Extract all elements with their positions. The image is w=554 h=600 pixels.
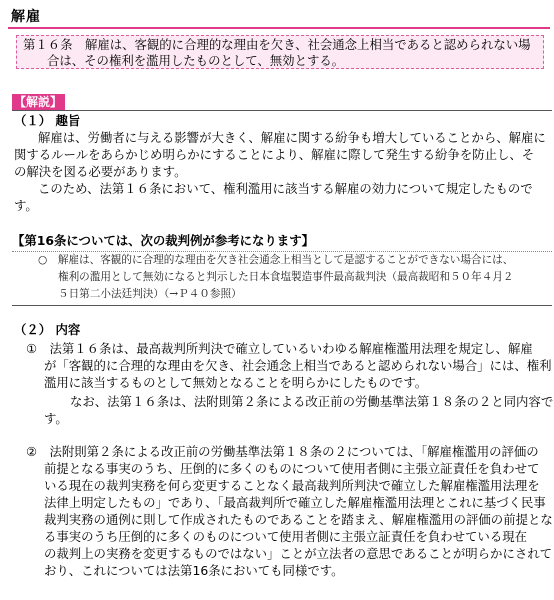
item-line: おり、これについては法第16条においても同様です。 [44,563,344,578]
case-law-heading: 【第16条については、次の裁判例が参考になります】 [12,233,314,248]
item-line: 前提となる事実のうち、圧倒的に多くのものについて使用者側に主張立証責任を負わせて [44,461,540,476]
paragraph-line: の解決を図る必要があります。 [14,164,187,179]
case-law-line: ○ 解雇は、客観的に合理的な理由を欠き社会通念上相当として是認することができない場合には、 [38,254,514,266]
item-line: が「客観的に合理的な理由を欠き、社会通念上相当であると認められない場合」には、権利 [44,358,552,373]
paragraph-line: す。 [14,198,38,213]
item-line: なお、法第１６条は、法附則第２条による改正前の労働基準法第１８条の２と同内容で [70,394,554,409]
article-line: 第１６条 解雇は、客観的に合理的な理由を欠き、社会通念上相当であると認められない場 [23,37,531,52]
section-heading-content: （２） 内容 [14,322,81,337]
item-line: ① 法第１６条は、最高裁判所判決で確立しているいわゆる解雇権濫用法理を規定し、解雇 [26,341,533,356]
item-line: いる現在の裁判実務を何ら変更することなく最高裁判所判決で確立した解雇権濫用法理を [44,478,540,493]
kaisetsu-badge: 【解説】 [12,94,65,110]
item-line: る事実のうち圧倒的に多くのものについて使用者側に主張立証責任を負わせている現在 [44,529,527,544]
paragraph-line: 関するルールをあらかじめ明らかにすることにより、解雇に際して発生する紛争を防止し、そ [14,147,535,162]
case-law-line: 権利の濫用として無効になると判示した日本食塩製造事件最高裁判決（最高裁昭和５０年４月２ [58,271,514,283]
case-law-line: ５日第二小法廷判決）（→Ｐ４０参照） [58,288,242,300]
section-heading-purpose: （１） 趣旨 [14,113,81,128]
paragraph-line: このため、法第１６条において、権利濫用に該当する解雇の効力について規定したもので [38,181,533,196]
item-line: 裁判実務の通例に則して作成されたものであることを踏まえ、解雇権濫用の評価の前提とな [44,512,553,527]
item-line: ② 法附則第２条による改正前の労働基準法第１８条の２については、「解雇権濫用の評価の [26,444,539,459]
article-text-box [16,35,544,69]
item-line: 濫用に該当するものとして無効となることを明らかにしたものです。 [44,375,428,390]
kaisetsu-rule [12,110,552,111]
case-law-bottom-rule [12,305,552,306]
item-line: 法律上明定したもの」であり、「最高裁判所で確立した解雇権濫用法理とこれに基づく民事 [44,495,546,510]
paragraph-line: 解雇は、労働者に与える影響が大きく、解雇に関する紛争も増大していることから、解雇に [38,130,546,145]
item-line: の裁判上の実務を変更するものではない」ことが立法者の意思であることが明らかにされて [44,546,553,561]
page-title: 解雇 [11,9,41,25]
title-underline [8,27,550,29]
case-law-divider [12,251,552,252]
item-line: す。 [44,411,68,426]
article-line: 合は、その権利を濫用したものとして、無効とする。 [47,53,345,68]
